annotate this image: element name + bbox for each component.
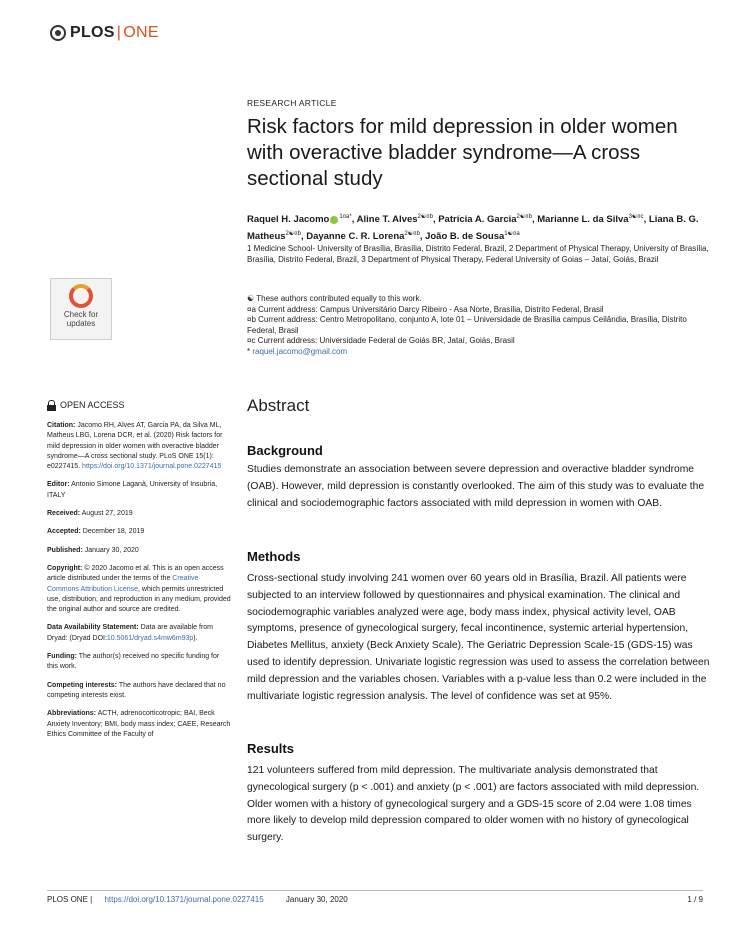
- author-name[interactable]: , Marianne L. da Silva: [531, 214, 629, 226]
- logo-separator: |: [116, 24, 122, 41]
- published-label: Published:: [47, 546, 83, 554]
- affiliations: 1 Medicine School- University of Brasília, Brasília, Distrito Federal, Brazil, 2 Department of Physical Therapy, University of Brasília, Brasília, Distrito Federal, Brazil, 3 Department of Physical Therapy, Federal University of Goias – Jataí, Goiás, Brazil: [247, 244, 709, 264]
- data-availability-block: [47, 623, 232, 644]
- page-number: 1 / 9: [687, 895, 703, 904]
- author-name[interactable]: , João B. de Sousa: [419, 231, 505, 243]
- current-address-c: ¤c Current address: Universidade Federal de Goiás BR, Jataí, Goiás, Brasil: [247, 336, 515, 345]
- competing-interests-block: [47, 681, 232, 702]
- crossmark-icon: [69, 284, 93, 308]
- open-lock-icon: [47, 400, 56, 411]
- author-affiliation-marker: 2☯¤b: [417, 214, 433, 220]
- orcid-icon[interactable]: [330, 216, 338, 224]
- editor-text: Antonio Simone Laganà, University of Insubria, ITALY: [47, 481, 218, 499]
- author-name[interactable]: , Liana B. G. Matheus: [247, 214, 699, 243]
- copyright-text: © 2020 Jacomo et al. This is an open access article distributed under the terms of the: [47, 564, 224, 583]
- accepted-label: Accepted:: [47, 528, 81, 536]
- abstract-heading: Abstract: [247, 396, 310, 415]
- citation-doi-link[interactable]: https://doi.org/10.1371/journal.pone.0227415: [82, 463, 222, 471]
- article-title: Risk factors for mild depression in older women with overactive bladder syndrome—A cross sectional study: [247, 115, 678, 190]
- editor-label: Editor:: [47, 481, 70, 489]
- background-paragraph: Studies demonstrate an association between severe depression and overactive bladder syndrome (OAB). However, mild depression is constantly overlooked. The aim of this study was to evaluate the clinical and sociodemographic factors associated with mild depression in women with OAB.: [247, 464, 705, 509]
- abbreviations-label: Abbreviations:: [47, 710, 97, 718]
- citation-block: [47, 421, 232, 472]
- dryad-doi-link[interactable]: 10.5061/dryad.s4mw6m93p: [106, 634, 194, 642]
- author-list: [247, 210, 717, 244]
- methods-heading: Methods: [247, 549, 301, 564]
- funding-text: The author(s) received no specific funding for this work.: [47, 653, 220, 671]
- badge-line1: Check for: [63, 310, 99, 319]
- received-date: August 27, 2019: [80, 510, 133, 518]
- check-for-updates-badge[interactable]: [50, 278, 112, 340]
- data-availability-text: Data are available from Dryad: (Dryad DOI:: [47, 624, 214, 642]
- open-access-text: OPEN ACCESS: [60, 400, 125, 411]
- footer-date: January 30, 2020: [285, 895, 348, 904]
- abbreviations-block: [47, 709, 232, 740]
- article-sidebar: [47, 400, 232, 748]
- logo-plos-text: PLOS: [70, 24, 115, 41]
- equal-contribution-note: ☯ These authors contributed equally to this work.: [247, 294, 422, 303]
- results-paragraph: 121 volunteers suffered from mild depression. The multivariate analysis demonstrated that gynecological surgery (p < .001) and anxiety (p < .001) are factors associated with mild depression. Older women with a history of gynecological surgery and a GDS-15 score of 2.04 were 1.08 times more likely to develop mild depression compared to older women with no history of gynecological surgery.: [247, 765, 700, 844]
- footer-left: [47, 895, 358, 904]
- corresponding-email-link[interactable]: raquel.jacomo@gmail.com: [252, 346, 348, 356]
- badge-line2: updates: [66, 319, 96, 328]
- logo-one-text: ONE: [123, 24, 159, 41]
- accepted-date: December 18, 2019: [80, 528, 145, 536]
- author-affiliation-marker: 3☯¤c: [628, 214, 644, 220]
- published-block: [47, 546, 232, 556]
- corresponding-email-row: [247, 347, 717, 358]
- author-name[interactable]: , Dayanne C. R. Lorena: [300, 231, 405, 243]
- author-name[interactable]: , Aline T. Alves: [351, 214, 418, 226]
- results-heading: Results: [247, 741, 294, 756]
- copyright-block: [47, 564, 232, 615]
- competing-interests-text: The authors have declared that no competing interests exist.: [47, 681, 226, 699]
- author-notes: [247, 294, 717, 357]
- author-affiliation-marker: 1☯¤a: [504, 231, 520, 238]
- current-address-b: ¤b Current address: Centro Metropolitano, conjunto A, lote 01 – Universidade de Brasília campus Ceilândia, Brasília, Distrito Federal, Brasil: [247, 315, 687, 335]
- received-block: [47, 509, 232, 519]
- current-address-a: ¤a Current address: Campus Universitário Darcy Ribeiro - Asa Norte, Brasília, Distrito Federal, Brasil: [247, 304, 604, 314]
- methods-paragraph: Cross-sectional study involving 241 women over 60 years old in Brasília, Brazil. All patients were subjected to an interview followed by questionnaires and physical examination. The clinical and sociodemographic variables analyzed were age, body mass index, physical activity level, OAB symptoms, presence of gynecological surgery, fecal incontinence, systemic arterial hypertension, Diabetes Mellitus, anxiety (Beck Anxiety Scale). The Geriatric Depression Scale-15 (GDS-15) was used to identify depression. Univariate logistic regression was used to assess the correlation between mild depression and the variables chosen. Variables with a p-value less than 0.2 were included in the multivariate logistic regression analysis. The level of confidence was set at 95%.: [247, 573, 710, 702]
- page-footer: [47, 890, 703, 904]
- email-prefix: *: [247, 346, 253, 356]
- published-date: January 30, 2020: [82, 546, 139, 554]
- plos-logo-icon: [50, 25, 66, 41]
- citation-label: Citation:: [47, 422, 76, 429]
- copyright-label: Copyright:: [47, 564, 83, 572]
- data-availability-end: ).: [193, 634, 198, 642]
- data-availability-label: Data Availability Statement:: [47, 624, 139, 632]
- article-type-label: RESEARCH ARTICLE: [247, 98, 337, 108]
- plos-one-logo[interactable]: [50, 24, 159, 42]
- author-affiliation-marker: 2☯¤b: [404, 231, 420, 238]
- author-name[interactable]: , Patrícia A. Garcia: [432, 214, 517, 226]
- footer-doi-link[interactable]: https://doi.org/10.1371/journal.pone.0227415: [104, 895, 264, 904]
- competing-interests-label: Competing interests:: [47, 681, 118, 689]
- abbreviations-text: ACTH, adrenocorticotropic; BAI, Beck Anxiety Inventory; BMI, body mass index; CAEE, Research Ethics Committee of the Faculty of: [47, 710, 231, 738]
- footer-journal: [47, 895, 274, 904]
- author-affiliation-marker: 2☯¤b: [285, 231, 301, 238]
- received-label: Received:: [47, 510, 81, 518]
- open-access-label: [47, 400, 232, 411]
- editor-block: [47, 480, 232, 501]
- author-affiliation-marker: 1¤a*: [339, 214, 352, 220]
- copyright-text-end: , which permits unrestricted use, distribution, and reproduction in any medium, provided the original author and source are credited.: [47, 585, 231, 614]
- license-link[interactable]: Creative Commons Attribution License: [47, 575, 199, 593]
- funding-label: Funding:: [47, 653, 77, 661]
- funding-block: [47, 652, 232, 673]
- background-heading: Background: [247, 443, 323, 458]
- citation-text: Jacomo RH, Alves AT, Garcia PA, da Silva ML, Matheus LBG, Lorena DCR, et al. (2020) Risk factors for mild depression in older women with overactive bladder syndrome—A cross sectional study. PLoS ONE 15(1): e0227415.: [47, 422, 223, 471]
- author-affiliation-marker: 2☯¤b: [516, 214, 532, 220]
- author-name[interactable]: Raquel H. Jacomo: [247, 214, 330, 226]
- footer-journal-name: PLOS ONE |: [47, 895, 95, 904]
- accepted-block: [47, 527, 232, 537]
